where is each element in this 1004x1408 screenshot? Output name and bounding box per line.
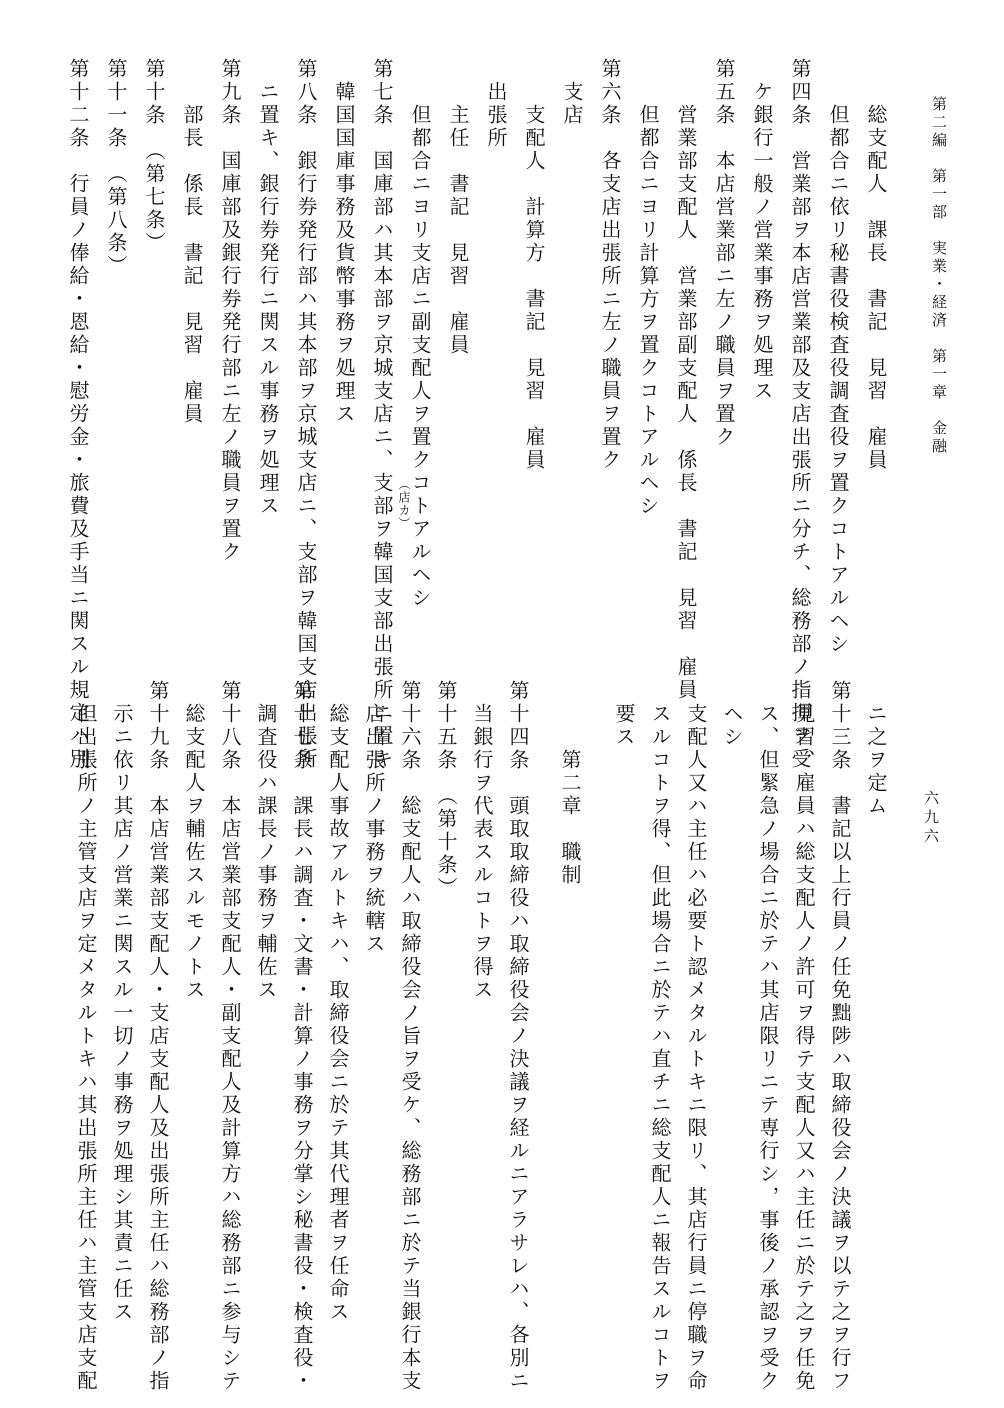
page-number: 六九六: [922, 790, 940, 847]
text-column: 第五条 本店営業部ニ左ノ職員ヲ置ク: [712, 58, 736, 449]
text-column: 総支配人事故アルトキハ、取締役会ニ於テ其代理者ヲ任命ス: [326, 680, 350, 1324]
text-column: 但都合ニ依リ秘書役検査役調査役ヲ置クコトアルヘシ: [826, 58, 850, 656]
text-column: 部長 係長 書記 見習 雇員: [180, 58, 204, 426]
text-column: 第十五条 （第十条）: [434, 680, 458, 900]
text-column: 第十六条 総支配人ハ取締役会ノ旨ヲ受ケ、総務部ニ於テ当銀行本支: [398, 680, 422, 1393]
text-column: 第六条 各支店出張所ニ左ノ職員ヲ置ク: [598, 58, 622, 472]
chapter-heading: 第二章 職制: [558, 680, 582, 887]
text-column: 総支配人ヲ輔佐スルモノトス: [182, 680, 206, 1002]
text-column: ニ置キ、銀行券発行ニ関スル事務ヲ処理ス: [256, 58, 280, 518]
text-column: 要ス: [612, 680, 636, 749]
text-column: 第十九条 本店営業部支配人・支店支配人及出張所主任ハ総務部ノ指: [146, 680, 170, 1393]
text-column: 第十四条 頭取取締役ハ取締役会ノ決議ヲ経ルニアラサレハ、各別ニ: [506, 680, 530, 1393]
text-column: 営業部支配人 営業部副支配人 係長 書記 見習 雇員: [674, 58, 698, 702]
text-column: 出張所: [484, 58, 508, 150]
text-column: 第十三条 書記以上行員ノ任免黜陟ハ取締役会ノ決議ヲ以テ之ヲ行フ: [828, 680, 852, 1393]
text-column: ニ之ヲ定ム: [864, 680, 888, 818]
text-column: 支店: [560, 58, 584, 127]
text-column: 但出張所ノ主管支店ヲ定メタルトキハ其出張所主任ハ主管支店支配: [74, 680, 98, 1393]
text-column: 韓国国庫事務及貨幣事務ヲ処理ス: [332, 58, 356, 426]
text-column: 第十二条 行員ノ俸給・恩給・慰労金・旅費及手当ニ関スル規定ハ別: [66, 58, 90, 771]
text-column: 第四条 営業部ヲ本店営業部及支店出張所ニ分チ、総務部ノ指揮ヲ受: [788, 58, 812, 771]
text-column: ヘシ: [720, 680, 744, 749]
text-column: ス、但緊急ノ場合ニ於テハ其店限リニテ専行シ，事後ノ承認ヲ受ク: [756, 680, 780, 1393]
text-column: 見習、雇員ハ総支配人ノ許可ヲ得テ支配人又ハ主任ニ於テ之ヲ任免: [792, 680, 816, 1393]
text-column: 店出張所ノ事務ヲ統轄ス: [362, 680, 386, 956]
text-column: 主任 書記 見習 雇員: [446, 58, 470, 357]
text-column: 第九条 国庫部及銀行券発行部ニ左ノ職員ヲ置ク: [218, 58, 242, 564]
text-column: 第十八条 本店営業部支配人・副支配人及計算方ハ総務部ニ参与シテ: [218, 680, 242, 1393]
text-column: 総支配人 課長 書記 見習 雇員: [864, 58, 888, 472]
text-column: 支配人 計算方 書記 見習 雇員: [522, 58, 546, 472]
editorial-note: （店カ）: [397, 478, 411, 530]
text-column: 当銀行ヲ代表スルコトヲ得ス: [470, 680, 494, 1002]
running-header: 第二編 第一部 実業・経済 第一章 金融: [930, 96, 948, 456]
text-column: スルコトヲ得、但此場合ニ於テハ直チニ総支配人ニ報告スルコトヲ: [648, 680, 672, 1393]
text-column: 示ニ依リ其店ノ営業ニ関スル一切ノ事務ヲ処理シ其責ニ任ス: [110, 680, 134, 1324]
text-column: 第十一条 （第八条）: [104, 58, 128, 278]
text-column: 第十条 （第七条）: [142, 58, 166, 255]
text-column: ケ銀行一般ノ営業事務ヲ処理ス: [750, 58, 774, 403]
text-column: 第七条 国庫部ハ其本部ヲ京城支店ニ、支部ヲ韓国支部出張所ニ置キ: [370, 58, 394, 771]
text-column: 調査役ハ課長ノ事務ヲ輔佐ス: [254, 680, 278, 1002]
text-column: 支配人又ハ主任ハ必要ト認メタルトキニ限リ、其店行員ニ停職ヲ命: [684, 680, 708, 1393]
text-column: 但都合ニヨリ計算方ヲ置クコトアルヘシ: [636, 58, 660, 518]
text-column: 第八条 銀行券発行部ハ其本部ヲ京城支店ニ、支部ヲ韓国支店出張所: [294, 58, 318, 771]
text-column: 但都合ニヨリ支店ニ副支配人ヲ置クコトアルヘシ: [408, 58, 432, 610]
text-column: 第十七条 課長ハ調査・文書・計算ノ事務ヲ分掌シ秘書役・検査役・: [290, 680, 314, 1393]
